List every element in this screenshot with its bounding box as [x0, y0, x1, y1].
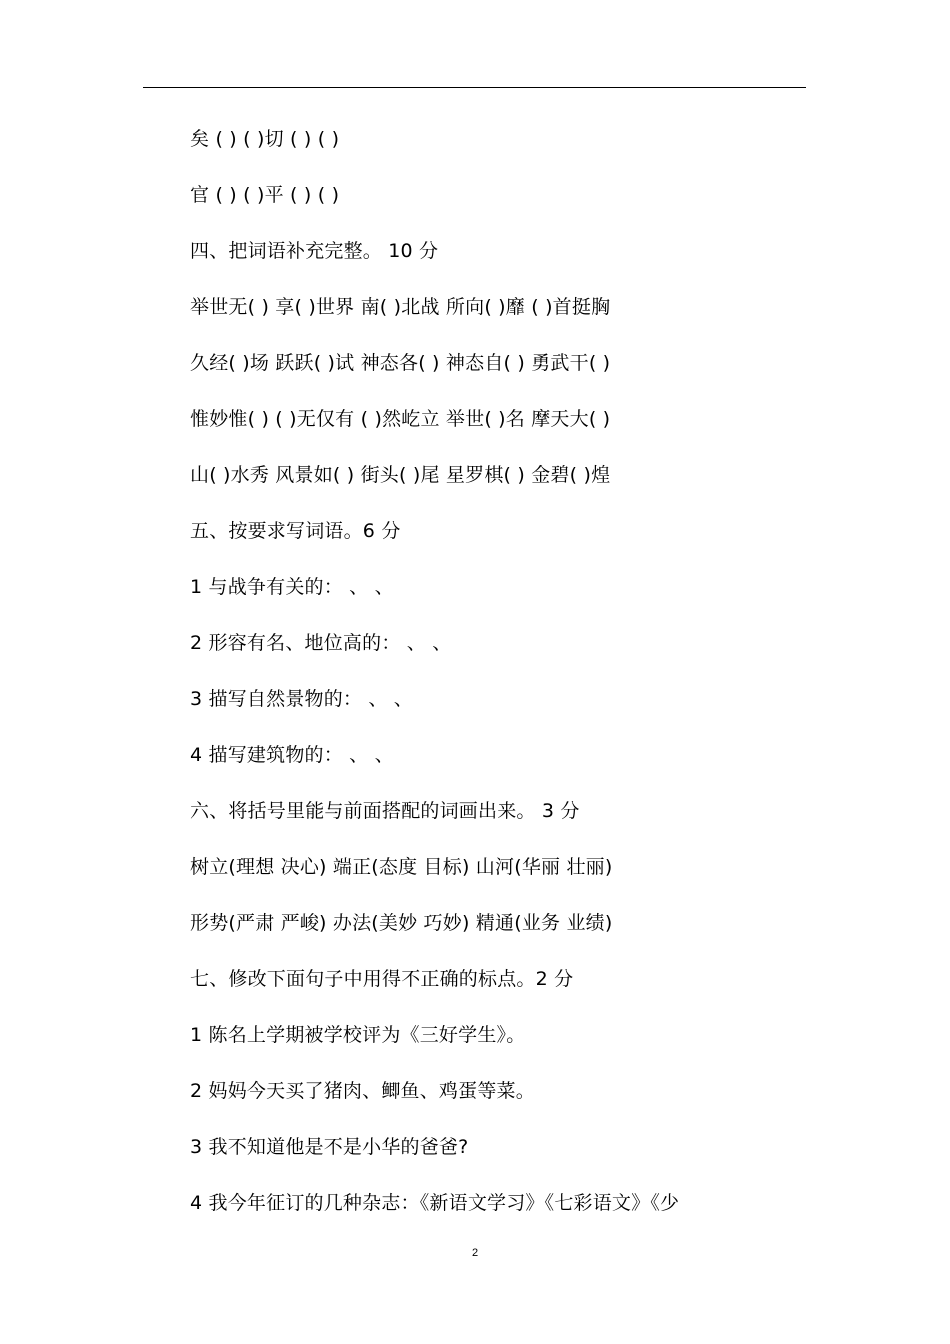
text-line: 4 描写建筑物的： 、 、 [190, 744, 394, 766]
text-line: 2 形容有名、地位高的： 、 、 [190, 632, 452, 654]
text-line: 1 陈名上学期被学校评为《三好学生》。 [190, 1024, 526, 1046]
text-line: 惟妙惟( ) ( )无仅有 ( )然屹立 举世( )名 摩天大( ) [190, 408, 611, 430]
text-line: 矣 ( ) ( )切 ( ) ( ) [190, 128, 340, 150]
text-line: 4 我今年征订的几种杂志：《新语文学习》《七彩语文》《少 [190, 1192, 680, 1214]
section-heading: 五、按要求写词语。6 分 [190, 520, 401, 542]
text-line: 2 妈妈今天买了猪肉、鲫鱼、鸡蛋等菜。 [190, 1080, 535, 1102]
text-line: 1 与战争有关的： 、 、 [190, 576, 394, 598]
section-heading: 七、修改下面句子中用得不正确的标点。2 分 [190, 968, 574, 990]
section-heading: 四、把词语补充完整。 10 分 [190, 240, 439, 262]
text-line: 形势(严肃 严峻) 办法(美妙 巧妙) 精通(业务 业绩) [190, 912, 613, 934]
header-rule [143, 87, 806, 88]
text-line: 山( )水秀 风景如( ) 街头( )尾 星罗棋( ) 金碧( )煌 [190, 464, 611, 486]
text-line: 3 描写自然景物的： 、 、 [190, 688, 414, 710]
text-line: 官 ( ) ( )平 ( ) ( ) [190, 184, 340, 206]
text-line: 举世无( ) 享( )世界 南( )北战 所向( )靡 ( )首挺胸 [190, 296, 611, 318]
page-number: 2 [471, 1247, 479, 1259]
document-body [190, 118, 810, 1238]
section-heading: 六、将括号里能与前面搭配的词画出来。 3 分 [190, 800, 580, 822]
text-line: 树立(理想 决心) 端正(态度 目标) 山河(华丽 壮丽) [190, 856, 613, 878]
text-line: 3 我不知道他是不是小华的爸爸? [190, 1136, 469, 1158]
text-line: 久经( )场 跃跃( )试 神态各( ) 神态自( ) 勇武干( ) [190, 352, 611, 374]
